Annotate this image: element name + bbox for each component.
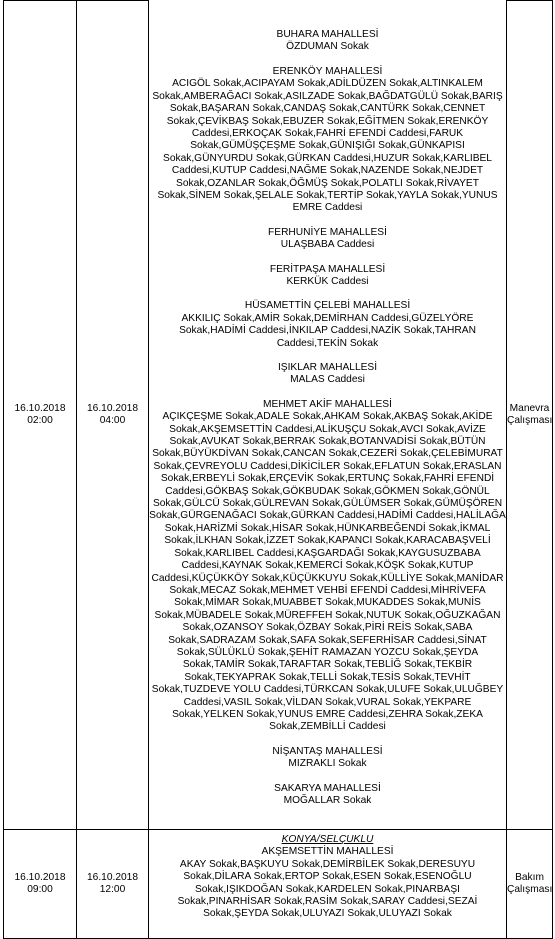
neighborhood-name: ERENKÖY MAHALLESİ xyxy=(272,65,383,77)
neighborhood-block xyxy=(149,264,506,289)
neighborhood-name: FERHUNİYE MAHALLESİ xyxy=(268,226,387,238)
neighborhood-block xyxy=(149,362,506,387)
neighborhood-block xyxy=(149,746,506,771)
neighborhood-block xyxy=(149,300,506,350)
neighborhood-name: BUHARA MAHALLESİ xyxy=(276,29,379,41)
neighborhood-name: FERİTPAŞA MAHALLESİ xyxy=(269,263,386,275)
street-list: ULAŞBABA Caddesi xyxy=(280,239,375,251)
neighborhood-block xyxy=(149,29,506,54)
table-row xyxy=(4,830,553,939)
start-cell xyxy=(4,1,77,830)
work-type-line1: Manevra xyxy=(509,402,550,414)
outage-schedule-table xyxy=(3,0,553,939)
neighborhood-name: AKŞEMSETTİN MAHALLESİ xyxy=(261,846,394,858)
neighborhood-name: IŞIKLAR MAHALLESİ xyxy=(277,362,378,374)
work-type-cell xyxy=(507,830,553,939)
neighborhood-name: SAKARYA MAHALLESİ xyxy=(274,782,381,794)
end-time: 04:00 xyxy=(99,415,126,426)
street-list: ÖZDUMAN Sokak xyxy=(286,41,369,53)
start-time: 09:00 xyxy=(27,884,53,895)
street-list: AÇIKÇEŞME Sokak,ADALE Sokak,AHKAM Sokak,AKBAŞ Sokak,AKİDE Sokak,AKŞEMSETTİN Caddesi,ALİKUŞÇU Sokak,AVCI Sokak,AVİZE Sokak,AVUKAT Sokak,BERRAK Sokak,BOTANVADİSİ Sokak,BÜTÜN Sokak,BÜYÜKDİVAN Sokak,CANCAN Sokak,CEZERİ Sokak,ÇELEBİMURAT Sokak,ÇEVREYOLU Caddesi,DİKİCİLER Sokak,EFLATUN Sokak,ERASLAN Sokak,ERBEYLİ Sokak,ERÇEVİK Sokak,ERTUNÇ Sokak,FAHRİ EFENDİ Caddesi,GÖKBAŞ Sokak,GÖKBUDAK Sokak,GÖKMEN Sokak,GÖNÜL Sokak,GÜLCÜ Sokak,GÜLREVAN Sokak,GÜLÜMSER Sokak,GÜMÜŞÖREN Sokak,GÜRGENAĞACI Sokak,GÜRKAN Caddesi,HADİMİ Caddesi,HALİLAĞA Sokak,HARİZMİ Sokak,HİSAR Sokak,HÜNKARBEĞENDİ Sokak,İKMAL Sokak,İLKHAN Sokak,İZZET Sokak,KAPANCI Sokak,KARACABAŞVELİ Sokak,KARLIBEL Caddesi,KAŞGARDAĞI Sokak,KAYGUSUZBABA Caddesi,KAYNAK Sokak,KEMERCİ Sokak,KÖŞK Sokak,KUTUP Caddesi,KÜÇÜKKÖY Sokak,KÜÇÜKKUYU Sokak,KÜLLİYE Sokak,MANİDAR Sokak,MECAZ Sokak,MEHMET VEHBİ EFENDİ Caddesi,MİHRİVEFA Sokak,MİMAR Sokak,MUABBET Sokak,MUKADDES Sokak,MUNİS Sokak,MÜBADELE Sokak,MÜREFFEH Sokak,NUTUK Sokak,OĞUZKAĞAN Sokak,OZANSOY Sokak,ÖZBAY Sokak,PİRİ REİS Sokak,SABA Sokak,SADRAZAM Sokak,SAFA Sokak,SEFERHİSAR Caddesi,SİNAT Sokak,SÜLÜKLÜ Sokak,ŞEHİT RAMAZAN YOZCU Sokak,ŞEYDA Sokak,TAMİR Sokak,TARAFTAR Sokak,TEBLİĞ Sokak,TEKBİR Sokak,TEKYAPRAK Sokak,TELLİ Sokak,TESİS Sokak,TEVHİT Sokak,TUZDEVE YOLU Caddesi,TÜRKCAN Sokak,ULUFE Sokak,ULUĞBEY Caddesi,VASIL Sokak,VİLDAN Sokak,VURAL Sokak,YEKPARE Sokak,YELKEN Sokak,YUNUS EMRE Caddesi,ZEHRA Sokak,ZEKA Sokak,ZEMBİLLİ Caddesi xyxy=(149,411,506,733)
neighborhood-name: MEHMET AKİF MAHALLESİ xyxy=(263,398,392,410)
street-list: MALAS Caddesi xyxy=(290,374,365,386)
neighborhood-name: NİŞANTAŞ MAHALLESİ xyxy=(272,745,383,757)
work-type-line2: Çalışması xyxy=(507,415,553,426)
work-type-cell xyxy=(507,1,553,830)
start-cell xyxy=(4,830,77,939)
affected-streets-cell xyxy=(149,1,507,830)
start-time: 02:00 xyxy=(27,415,53,426)
street-list: MOĞALLAR Sokak xyxy=(283,795,372,807)
region-heading: KONYA/SELÇUKLU xyxy=(281,834,374,845)
street-list: ACIGÖL Sokak,ACIPAYAM Sokak,ADİLDÜZEN Sokak,ALTINKALEM Sokak,AMBERAĞACI Sokak,ASILZADE Sokak,BAĞDATGÜLÜ Sokak,BARIŞ Sokak,BAŞARAN Sokak,CANDAŞ Sokak,CANTÜRK Sokak,CENNET Sokak,ÇEVİKBAŞ Sokak,EBUZER Sokak,EĞİTMEN Sokak,ERENKÖY Caddesi,ERKOÇAK Sokak,FAHRİ EFENDİ Caddesi,FARUK Sokak,GÜMÜŞÇEŞME Sokak,GÜNIŞIĞI Sokak,GÜNKAPISI Sokak,GÜNYURDU Sokak,GÜRKAN Caddesi,HUZUR Sokak,KARLIBEL Caddesi,KUTUP Caddesi,NAĞME Sokak,NAZENDE Sokak,NEJDET Sokak,OZANLAR Sokak,ÖĞMÜŞ Sokak,POLATLI Sokak,RİVAYET Sokak,SİNEM Sokak,ŞELALE Sokak,TERTİP Sokak,YAYLA Sokak,YUNUS EMRE Caddesi xyxy=(152,78,503,214)
work-type-line1: Bakım xyxy=(515,871,544,883)
table-row xyxy=(4,1,553,830)
street-list: MIZRAKLI Sokak xyxy=(288,758,367,770)
street-list: AKKILIÇ Sokak,AMİR Sokak,DEMİRHAN Caddesi,GÜZELYÖRE Sokak,HADİMİ Caddesi,İNKILAP Caddesi,NAZİK Sokak,TAHRAN Caddesi,TEKİN Sokak xyxy=(179,312,476,349)
end-cell xyxy=(77,1,149,830)
end-cell xyxy=(77,830,149,939)
end-date: 16.10.2018 xyxy=(87,871,138,883)
neighborhood-name: HÜSAMETTİN ÇELEBİ MAHALLESİ xyxy=(244,300,411,312)
neighborhood-block xyxy=(149,399,506,734)
neighborhood-block xyxy=(149,846,506,920)
neighborhood-block xyxy=(149,783,506,808)
affected-streets-cell xyxy=(149,830,507,939)
street-list: KERKÜK Caddesi xyxy=(286,275,369,287)
end-date: 16.10.2018 xyxy=(87,402,138,414)
start-date: 16.10.2018 xyxy=(14,402,66,414)
street-list: AKAY Sokak,BAŞKUYU Sokak,DEMİRBİLEK Sokak,DERESUYU Sokak,DİLARA Sokak,ERTOP Sokak,ESEN Sokak,ESENOĞLU Sokak,IŞIKDOĞAN Sokak,KARDELEN Sokak,PINARBAŞI Sokak,PINARHİSAR Sokak,RASİM Sokak,SARAY Caddesi,SEZAİ Sokak,ŞEYDA Sokak,ULUYAZI Sokak,ULUYAZI Sokak xyxy=(177,858,478,920)
work-type-line2: Çalışması xyxy=(507,884,553,895)
end-time: 12:00 xyxy=(99,884,126,895)
neighborhood-block xyxy=(149,227,506,252)
start-date: 16.10.2018 xyxy=(14,871,66,883)
neighborhood-block xyxy=(149,66,506,215)
